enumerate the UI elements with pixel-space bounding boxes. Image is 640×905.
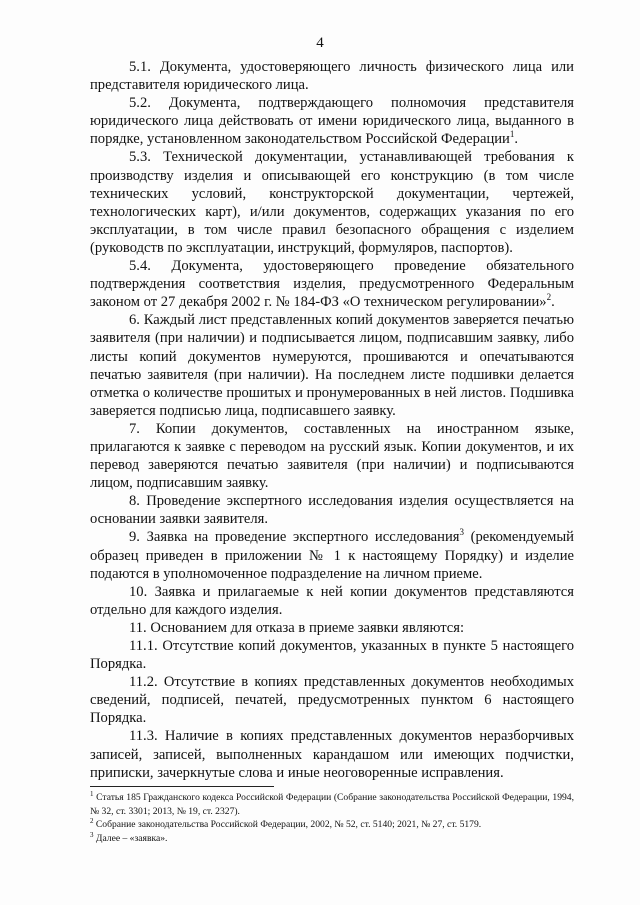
footnote-2: $^2$ Собрание законодательства Российской Федерации, 2002, № 52, ст. 5140; 2021, № 27, ст. 5179. — [90, 817, 482, 831]
footnote-ref-2: 2 — [546, 292, 552, 303]
footnote-1: $^1$ Статья 185 Гражданского кодекса Российской Федерации (Собрание законодательства Российской Федерации, 1994, № 32, ст. 3301; 2013, № 19, ст. 2327). — [90, 790, 574, 817]
footnote-ref-1: 1 — [509, 129, 515, 140]
paragraph-10: 10. Заявка и прилагаемые к ней копии документов представляются отдельно для каждого изделия. — [90, 583, 574, 618]
paragraph-11-1: 11.1. Отсутствие копий документов, указанных в пункте 5 настоящего Порядка. — [90, 638, 574, 673]
page-number: 4 — [316, 35, 324, 51]
footnote-ref-3: 3 — [459, 527, 464, 538]
footnotes — [90, 791, 574, 845]
paragraph-11: 11. Основанием для отказа в приеме заявки являются: — [129, 619, 465, 636]
footnote-divider — [90, 786, 274, 787]
paragraph-9: 9. Заявка на проведение экспертного исследования$^3$ (рекомендуемый образец приведен в приложении № 1 к настоящему Порядку) и изделие подаются в уполномоченное подразделение на личном приеме. — [90, 527, 574, 582]
paragraph-7: 7. Копии документов, составленных на иностранном языке, прилагаются к заявке с переводом на русский язык. Копии документов, и их перевод заверяются печатью заявителя (при наличии) и подписываются лицом, подписавшим заявку. — [90, 420, 574, 492]
paragraph-11-2: 11.2. Отсутствие в копиях представленных документов необходимых сведений, подписей, печатей, предусмотренных пунктом 6 настоящего Порядка. — [90, 674, 574, 727]
paragraph-5-2: 5.2. Документа, подтверждающего полномочия представителя юридического лица действовать от имени юридического лица, выданного в порядке, установленном законодательством Российской Федерации$^1$. — [90, 95, 574, 148]
paragraph-5-3: 5.3. Технической документации, устанавливающей требования к производству изделия и описывающей его конструкцию (в том числе технических условий, конструкторской документации, чертежей, технологических карт), и/или документов, содержащих указания по его эксплуатации, в том числе правил безопасного обращения с изделием (руководств по эксплуатации, инструкций, формуляров, паспортов). — [90, 149, 574, 256]
paragraph-6: 6. Каждый лист представленных копий документов заверяется печатью заявителя (при наличии) и подписывается лицом, подписавшим заявку, либо листы копий документов нумеруются, прошиваются и опечатываются печатью заявителя (при наличии). На последнем листе подшивки делается отметка о количестве прошитых и пронумерованных в ней листов. Подшивка заверяется подписью лица, подписавшего заявку. — [90, 312, 574, 419]
footnote-3: $^3$ Далее – «заявка». — [90, 830, 168, 844]
paragraph-8: 8. Проведение экспертного исследования изделия осуществляется на основании заявки заявителя. — [90, 493, 574, 528]
paragraph-5-4: 5.4. Документа, удостоверяющего проведение обязательного подтверждения соответствия изделия, предусмотренного Федеральным законом от 27 декабря 2002 г. № 184-ФЗ «О техническом регулировании»$^2$. — [90, 258, 574, 311]
paragraph-11-3: 11.3. Наличие в копиях представленных документов неразборчивых записей, записей, выполненных карандашом или имеющих подчистки, приписки, зачеркнутые слова и иные неоговоренные исправления. — [90, 728, 574, 781]
paragraph-5-1: 5.1. Документа, удостоверяющего личность физического лица или представителя юридического лица. — [90, 59, 574, 94]
body-text — [90, 58, 574, 782]
